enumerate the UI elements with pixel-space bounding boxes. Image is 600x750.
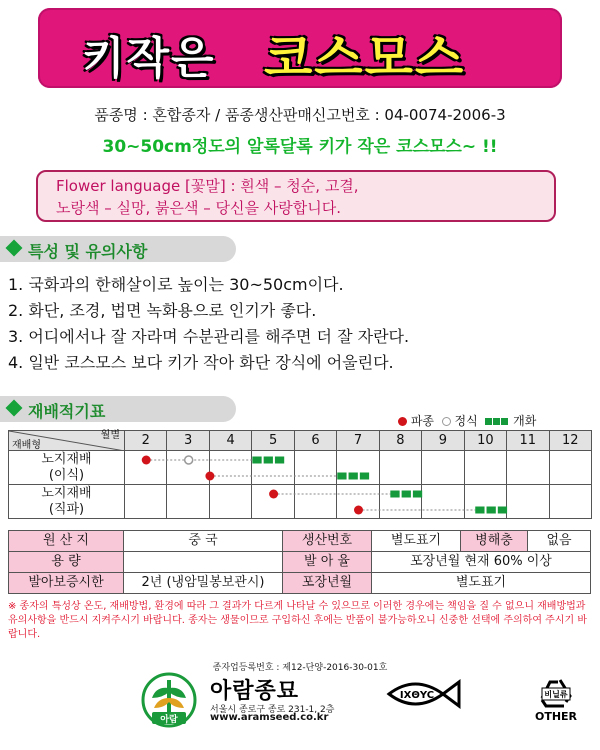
month-header: 6	[295, 431, 337, 451]
variety-line: 품종명 : 혼합종자 / 품종생산판매신고번호 : 04-0074-2006-3	[94, 106, 506, 124]
section-features-title: 특성 및 유의사항	[28, 242, 148, 261]
month-header: 2	[125, 431, 167, 451]
fish-icon	[385, 676, 463, 712]
brand-logo-icon	[140, 672, 198, 728]
info-table	[8, 530, 591, 596]
month-header: 7	[337, 431, 379, 451]
month-header: 10	[465, 431, 507, 451]
title-part2: 코스모스	[264, 29, 466, 87]
germ-period-value: 2년 (냉암밀봉보관시)	[123, 572, 283, 594]
pack-label: 포장년월	[282, 572, 372, 594]
amount-value	[123, 551, 283, 573]
flower-squares-icon	[485, 414, 509, 428]
title-banner	[38, 8, 562, 88]
schedule-cell	[210, 485, 252, 519]
schedule-corner	[9, 431, 125, 451]
schedule-cell	[507, 451, 549, 485]
prodno-label: 생산번호	[282, 530, 372, 552]
legend-flower: 개화	[513, 414, 537, 428]
recycle-icon	[528, 668, 584, 722]
notice-text: ※ 종자의 특성상 온도, 재배방법, 환경에 따라 그 결과가 다르게 나타날 수 있으므로 이러한 경우에는 책임을 질 수 없으니 재배방법과 유의사항을 반드시 지켜주시기 바랍니다. 종자는 생물이므로 구입하신 후에는 반품이 불가능하오니 신중한 선택에 주의하여 주시기 바랍니다.	[8, 601, 587, 640]
schedule-cell	[295, 485, 337, 519]
row-label-line2: (직파)	[48, 502, 85, 517]
section-schedule-title: 재배적기표	[28, 402, 106, 421]
brand-logo-text: 아람	[160, 715, 178, 725]
amount-label: 용 량	[8, 551, 124, 573]
transplant-dot-icon	[442, 417, 451, 426]
type-label: 재배형	[12, 440, 41, 451]
section-features-header	[0, 236, 236, 262]
origin-value: 중 국	[123, 530, 283, 552]
schedule-cell	[380, 451, 422, 485]
schedule-cell	[422, 485, 464, 519]
prodno-value: 별도표기	[371, 530, 461, 552]
month-header: 9	[422, 431, 464, 451]
flower-language-box	[36, 170, 556, 222]
flower-language-line2: 노랑색 – 실망, 붉은색 – 당신을 사랑합니다.	[56, 199, 341, 217]
title-part1: 키작은	[82, 33, 216, 84]
month-header: 5	[252, 431, 294, 451]
schedule-cell	[465, 451, 507, 485]
germ-label: 발 아 율	[282, 551, 372, 573]
schedule-cell	[380, 485, 422, 519]
diamond-icon	[6, 400, 23, 417]
diamond-icon	[6, 240, 23, 257]
disease-value: 없음	[527, 530, 591, 552]
month-header: 11	[507, 431, 549, 451]
pack-value: 별도표기	[371, 572, 591, 594]
legend-transplant: 정식	[454, 414, 478, 428]
feature-item: 1. 국화과의 한해살이로 높이는 30~50cm이다.	[8, 275, 344, 294]
germ-value: 포장년월 현재 60% 이상	[371, 551, 591, 573]
schedule-cell	[465, 485, 507, 519]
row-label-line1: 노지재배	[41, 486, 92, 501]
feature-item: 4. 일반 코스모스 보다 키가 작아 화단 장식에 어울린다.	[8, 353, 394, 372]
row-label-line1: 노지재배	[41, 452, 92, 467]
schedule-cell	[295, 451, 337, 485]
brand-url: www.aramseed.co.kr	[210, 712, 329, 723]
brand-name: 아람종묘	[210, 679, 300, 704]
schedule-cell	[252, 451, 294, 485]
month-label: 월별	[100, 430, 120, 441]
schedule-cell	[125, 451, 167, 485]
registration-number: 종자업등록번호 : 제12-단양-2016-30-01호	[212, 663, 388, 673]
schedule-cell	[210, 451, 252, 485]
origin-label: 원 산 지	[8, 530, 124, 552]
schedule-cell	[337, 485, 379, 519]
row-label-transplant	[9, 451, 125, 485]
feature-item: 3. 어디에서나 잘 자라며 수분관리를 해주면 더 잘 자란다.	[8, 327, 410, 346]
row-label-direct	[9, 485, 125, 519]
recycle-bottom-text: OTHER	[534, 710, 578, 722]
schedule-cell	[167, 485, 209, 519]
section-schedule-header	[0, 396, 236, 422]
feature-item: 2. 화단, 조경, 법면 녹화용으로 인기가 좋다.	[8, 301, 317, 320]
schedule-cell	[125, 485, 167, 519]
sow-dot-icon	[398, 417, 407, 426]
recycle-top-text: 비닐류	[544, 690, 568, 699]
row-label-line2: (이식)	[48, 468, 85, 483]
legend-sow: 파종	[410, 414, 435, 428]
schedule-cell	[252, 485, 294, 519]
month-header: 12	[550, 431, 592, 451]
schedule-table	[8, 430, 592, 519]
schedule-cell	[550, 485, 592, 519]
schedule-legend	[398, 412, 536, 429]
disease-label: 병해충	[460, 530, 528, 552]
flower-language-line1: Flower language [꽃말] : 흰색 – 청순, 고결,	[56, 177, 359, 195]
schedule-cell	[422, 451, 464, 485]
slogan: 30~50cm정도의 알록달록 키가 작은 코스모스~ !!	[102, 137, 498, 157]
schedule-cell	[337, 451, 379, 485]
month-header: 4	[210, 431, 252, 451]
month-header: 8	[380, 431, 422, 451]
schedule-cell	[507, 485, 549, 519]
germ-period-label: 발아보증시한	[8, 572, 124, 594]
brand-address: 서울시 종로구 종로 231-1, 2층	[210, 705, 335, 715]
fish-text: IXΘYC	[399, 690, 435, 701]
month-header: 3	[167, 431, 209, 451]
schedule-cell	[167, 451, 209, 485]
schedule-cell	[550, 451, 592, 485]
